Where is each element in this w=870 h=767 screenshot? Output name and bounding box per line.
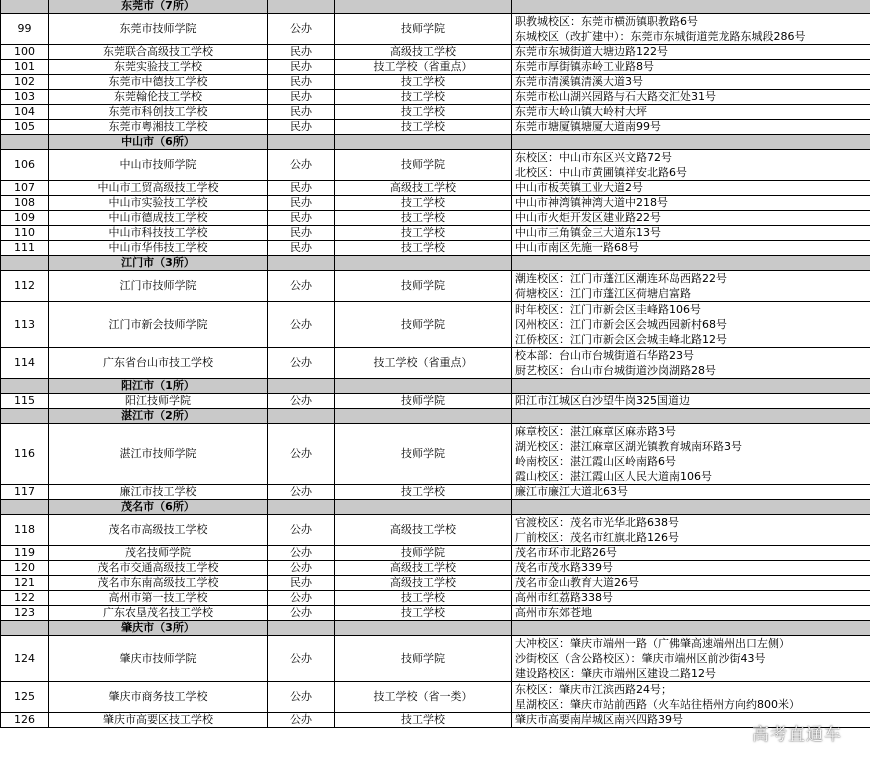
row-number: 116 <box>1 424 49 485</box>
address-cell <box>512 226 870 241</box>
table-row <box>1 424 870 485</box>
section-empty-cell <box>512 0 870 14</box>
table-row <box>1 90 870 105</box>
table-row <box>1 150 870 181</box>
section-header-row <box>1 409 870 424</box>
section-empty-cell <box>268 0 335 14</box>
table-row <box>1 241 870 256</box>
address-line: 茂名市环市北路26号 <box>515 546 617 559</box>
address-cell <box>512 150 870 181</box>
table-row <box>1 515 870 546</box>
address-line: 茂名市金山教育大道26号 <box>515 576 639 589</box>
address-line: 麻章校区：湛江麻章区麻赤路3号 <box>515 425 676 438</box>
table-row <box>1 636 870 682</box>
address-line: 东莞市大岭山镇大岭村大坪 <box>515 105 647 118</box>
school-level: 技师学院 <box>335 271 512 302</box>
ownership-type: 民办 <box>268 226 335 241</box>
school-level: 高级技工学校 <box>335 576 512 591</box>
section-header-row <box>1 135 870 150</box>
table-row <box>1 682 870 713</box>
school-name: 中山市德成技工学校 <box>49 211 268 226</box>
school-name: 中山市工贸高级技工学校 <box>49 181 268 196</box>
section-number-cell <box>1 621 49 636</box>
section-empty-cell <box>268 135 335 150</box>
address-cell <box>512 485 870 500</box>
school-level: 技师学院 <box>335 636 512 682</box>
section-number-cell <box>1 135 49 150</box>
ownership-type: 民办 <box>268 196 335 211</box>
section-empty-cell <box>268 500 335 515</box>
table-row <box>1 196 870 211</box>
ownership-type: 公办 <box>268 14 335 45</box>
address-cell <box>512 60 870 75</box>
address-line: 东莞市厚街镇赤岭工业路8号 <box>515 60 654 73</box>
address-cell <box>512 271 870 302</box>
school-name: 中山市技师学院 <box>49 150 268 181</box>
row-number: 122 <box>1 591 49 606</box>
address-line: 霞山校区：湛江霞山区人民大道南106号 <box>515 470 712 483</box>
table-row <box>1 60 870 75</box>
row-number: 119 <box>1 546 49 561</box>
row-number: 114 <box>1 348 49 379</box>
row-number: 105 <box>1 120 49 135</box>
section-empty-cell <box>335 409 512 424</box>
row-number: 124 <box>1 636 49 682</box>
table-row <box>1 348 870 379</box>
address-line: 东莞市东城街道大塘边路122号 <box>515 45 668 58</box>
ownership-type: 公办 <box>268 682 335 713</box>
table-row <box>1 211 870 226</box>
section-empty-cell <box>268 409 335 424</box>
ownership-type: 公办 <box>268 485 335 500</box>
school-name: 阳江技师学院 <box>49 394 268 409</box>
address-line: 肇庆市高要南岸城区南兴四路39号 <box>515 713 683 726</box>
ownership-type: 民办 <box>268 60 335 75</box>
school-level: 技师学院 <box>335 14 512 45</box>
address-cell <box>512 45 870 60</box>
table-row <box>1 75 870 90</box>
address-line: 北校区：中山市黄圃镇祥安北路6号 <box>515 166 687 179</box>
address-cell <box>512 348 870 379</box>
school-name: 东莞市科创技工学校 <box>49 105 268 120</box>
address-line: 大冲校区：肇庆市端州一路（广佛肇高速端州出口左侧） <box>515 637 790 650</box>
address-line: 中山市神湾镇神湾大道中218号 <box>515 196 668 209</box>
school-name: 中山市华伟技工学校 <box>49 241 268 256</box>
address-line: 东校区：肇庆市江滨西路24号； <box>515 683 672 696</box>
section-empty-cell <box>268 379 335 394</box>
school-level: 高级技工学校 <box>335 561 512 576</box>
ownership-type: 公办 <box>268 302 335 348</box>
address-cell <box>512 90 870 105</box>
row-number: 109 <box>1 211 49 226</box>
address-cell <box>512 636 870 682</box>
ownership-type: 公办 <box>268 515 335 546</box>
section-empty-cell <box>512 135 870 150</box>
address-line: 厂前校区：茂名市红旗北路126号 <box>515 531 679 544</box>
table-body <box>1 0 870 728</box>
table-row <box>1 181 870 196</box>
section-number-cell <box>1 256 49 271</box>
row-number: 113 <box>1 302 49 348</box>
table-row <box>1 45 870 60</box>
school-name: 东莞市技师学院 <box>49 14 268 45</box>
address-cell <box>512 105 870 120</box>
school-level: 技师学院 <box>335 424 512 485</box>
address-line: 廉江市廉江大道北63号 <box>515 485 628 498</box>
address-cell <box>512 576 870 591</box>
school-name: 广东省台山市技工学校 <box>49 348 268 379</box>
school-level: 技工学校 <box>335 485 512 500</box>
ownership-type: 民办 <box>268 45 335 60</box>
section-header-row <box>1 256 870 271</box>
school-level: 技工学校 <box>335 591 512 606</box>
address-cell <box>512 515 870 546</box>
section-header-row <box>1 379 870 394</box>
table-row <box>1 485 870 500</box>
address-cell <box>512 241 870 256</box>
school-level: 技工学校 <box>335 105 512 120</box>
address-cell <box>512 682 870 713</box>
address-cell <box>512 394 870 409</box>
row-number: 121 <box>1 576 49 591</box>
school-name: 东莞市粤湘技工学校 <box>49 120 268 135</box>
address-line: 东莞市塘厦镇塘厦大道南99号 <box>515 120 661 133</box>
section-empty-cell <box>335 379 512 394</box>
table-row <box>1 713 870 728</box>
address-line: 阳江市江城区白沙望牛岗325国道边 <box>515 394 690 407</box>
school-name: 江门市新会技师学院 <box>49 302 268 348</box>
table-row <box>1 546 870 561</box>
address-cell <box>512 120 870 135</box>
school-name: 肇庆市技师学院 <box>49 636 268 682</box>
ownership-type: 民办 <box>268 90 335 105</box>
section-number-cell <box>1 379 49 394</box>
address-line: 高州市东郊苍地 <box>515 606 592 619</box>
address-cell <box>512 424 870 485</box>
section-empty-cell <box>512 256 870 271</box>
school-level: 技师学院 <box>335 302 512 348</box>
address-line: 官渡校区：茂名市光华北路638号 <box>515 516 679 529</box>
section-title: 肇庆市（3所） <box>49 621 268 636</box>
row-number: 118 <box>1 515 49 546</box>
address-line: 厨艺校区：台山市台城街道沙岗湖路28号 <box>515 364 716 377</box>
school-name: 江门市技师学院 <box>49 271 268 302</box>
ownership-type: 民办 <box>268 75 335 90</box>
address-line: 时年校区：江门市新会区圭峰路106号 <box>515 303 701 316</box>
address-line: 东校区：中山市东区兴文路72号 <box>515 151 672 164</box>
school-level: 技工学校 <box>335 75 512 90</box>
school-level: 技工学校 <box>335 120 512 135</box>
table-row <box>1 271 870 302</box>
ownership-type: 公办 <box>268 271 335 302</box>
row-number: 106 <box>1 150 49 181</box>
ownership-type: 公办 <box>268 591 335 606</box>
address-cell <box>512 75 870 90</box>
table-row <box>1 561 870 576</box>
school-name: 广东农垦茂名技工学校 <box>49 606 268 621</box>
school-name: 茂名市交通高级技工学校 <box>49 561 268 576</box>
school-level: 技工学校 <box>335 241 512 256</box>
row-number: 123 <box>1 606 49 621</box>
table-row <box>1 302 870 348</box>
address-line: 职教城校区：东莞市横沥镇职教路6号 <box>515 15 698 28</box>
section-title: 江门市（3所） <box>49 256 268 271</box>
row-number: 112 <box>1 271 49 302</box>
ownership-type: 民办 <box>268 120 335 135</box>
section-header-row <box>1 621 870 636</box>
row-number: 125 <box>1 682 49 713</box>
table-row <box>1 120 870 135</box>
section-title: 东莞市（7所） <box>49 0 268 14</box>
row-number: 126 <box>1 713 49 728</box>
row-number: 110 <box>1 226 49 241</box>
section-header-row <box>1 0 870 14</box>
school-level: 技工学校 <box>335 713 512 728</box>
address-cell <box>512 591 870 606</box>
section-number-cell <box>1 409 49 424</box>
school-level: 技工学校 <box>335 606 512 621</box>
school-level: 技工学校 <box>335 226 512 241</box>
school-name: 东莞实验技工学校 <box>49 60 268 75</box>
school-name: 东莞翰伦技工学校 <box>49 90 268 105</box>
school-name: 东莞联合高级技工学校 <box>49 45 268 60</box>
section-title: 茂名市（6所） <box>49 500 268 515</box>
address-line: 荷塘校区：江门市蓬江区荷塘启富路 <box>515 287 691 300</box>
row-number: 103 <box>1 90 49 105</box>
address-line: 冈州校区：江门市新会区会城西园新村68号 <box>515 318 727 331</box>
section-empty-cell <box>512 500 870 515</box>
school-level: 技工学校 <box>335 211 512 226</box>
address-line: 岭南校区：湛江霞山区岭南路6号 <box>515 455 676 468</box>
section-empty-cell <box>512 409 870 424</box>
school-name: 廉江市技工学校 <box>49 485 268 500</box>
section-number-cell <box>1 500 49 515</box>
table-row <box>1 394 870 409</box>
address-line: 中山市火炬开发区建业路22号 <box>515 211 661 224</box>
address-cell <box>512 196 870 211</box>
section-empty-cell <box>335 256 512 271</box>
school-name: 肇庆市高要区技工学校 <box>49 713 268 728</box>
row-number: 120 <box>1 561 49 576</box>
school-level: 高级技工学校 <box>335 45 512 60</box>
ownership-type: 公办 <box>268 150 335 181</box>
section-empty-cell <box>335 500 512 515</box>
address-cell <box>512 561 870 576</box>
school-name: 肇庆市商务技工学校 <box>49 682 268 713</box>
row-number: 100 <box>1 45 49 60</box>
school-level: 技工学校（省重点） <box>335 348 512 379</box>
school-level: 技工学校 <box>335 90 512 105</box>
address-line: 中山市三角镇金三大道东13号 <box>515 226 661 239</box>
row-number: 101 <box>1 60 49 75</box>
row-number: 115 <box>1 394 49 409</box>
address-cell <box>512 302 870 348</box>
school-name: 中山市实验技工学校 <box>49 196 268 211</box>
ownership-type: 民办 <box>268 241 335 256</box>
table-row <box>1 105 870 120</box>
address-cell <box>512 606 870 621</box>
school-level: 高级技工学校 <box>335 181 512 196</box>
ownership-type: 民办 <box>268 576 335 591</box>
section-empty-cell <box>335 621 512 636</box>
address-line: 星湖校区：肇庆市站前西路（火车站往梧州方向约800米） <box>515 698 800 711</box>
address-cell <box>512 546 870 561</box>
school-name: 茂名市高级技工学校 <box>49 515 268 546</box>
address-line: 中山市南区先施一路68号 <box>515 241 639 254</box>
section-empty-cell <box>268 256 335 271</box>
address-line: 沙街校区（含公路校区）：肇庆市端州区前沙街43号 <box>515 652 766 665</box>
school-name: 东莞市中德技工学校 <box>49 75 268 90</box>
ownership-type: 民办 <box>268 211 335 226</box>
school-name: 高州市第一技工学校 <box>49 591 268 606</box>
section-title: 中山市（6所） <box>49 135 268 150</box>
address-line: 校本部：台山市台城街道石华路23号 <box>515 349 694 362</box>
ownership-type: 公办 <box>268 348 335 379</box>
watermark-text: 高考直通车 <box>752 725 842 745</box>
row-number: 102 <box>1 75 49 90</box>
address-line: 江侨校区：江门市新会区会城圭峰北路12号 <box>515 333 727 346</box>
ownership-type: 公办 <box>268 636 335 682</box>
school-level: 技工学校（省重点） <box>335 60 512 75</box>
address-cell <box>512 211 870 226</box>
school-level: 技工学校 <box>335 196 512 211</box>
address-cell <box>512 181 870 196</box>
section-empty-cell <box>268 621 335 636</box>
address-line: 高州市红荔路338号 <box>515 591 613 604</box>
school-name: 茂名市东南高级技工学校 <box>49 576 268 591</box>
row-number: 111 <box>1 241 49 256</box>
school-level: 技工学校（省一类） <box>335 682 512 713</box>
ownership-type: 民办 <box>268 181 335 196</box>
school-name: 湛江市技师学院 <box>49 424 268 485</box>
school-name: 中山市科技技工学校 <box>49 226 268 241</box>
section-header-row <box>1 500 870 515</box>
row-number: 104 <box>1 105 49 120</box>
ownership-type: 公办 <box>268 424 335 485</box>
ownership-type: 公办 <box>268 713 335 728</box>
ownership-type: 民办 <box>268 105 335 120</box>
row-number: 117 <box>1 485 49 500</box>
address-line: 建设路校区：肇庆市端州区建设二路12号 <box>515 667 716 680</box>
table-row <box>1 14 870 45</box>
table-row <box>1 591 870 606</box>
address-line: 茂名市茂水路339号 <box>515 561 613 574</box>
address-line: 东莞市松山湖兴园路与石大路交汇处31号 <box>515 90 716 103</box>
section-empty-cell <box>512 621 870 636</box>
school-level: 技师学院 <box>335 150 512 181</box>
section-number-cell <box>1 0 49 14</box>
row-number: 99 <box>1 14 49 45</box>
row-number: 108 <box>1 196 49 211</box>
section-empty-cell <box>335 135 512 150</box>
address-line: 东城校区（改扩建中）：东莞市东城街道莞龙路东城段286号 <box>515 30 806 43</box>
row-number: 107 <box>1 181 49 196</box>
address-line: 潮连校区：江门市蓬江区潮连环岛西路22号 <box>515 272 727 285</box>
ownership-type: 公办 <box>268 546 335 561</box>
section-title: 阳江市（1所） <box>49 379 268 394</box>
school-name: 茂名技师学院 <box>49 546 268 561</box>
address-line: 中山市板芙镇工业大道2号 <box>515 181 643 194</box>
table-row <box>1 606 870 621</box>
school-level: 高级技工学校 <box>335 515 512 546</box>
table-row <box>1 576 870 591</box>
section-empty-cell <box>512 379 870 394</box>
ownership-type: 公办 <box>268 561 335 576</box>
section-title: 湛江市（2所） <box>49 409 268 424</box>
ownership-type: 公办 <box>268 606 335 621</box>
address-line: 湖光校区：湛江麻章区湖光镇教育城南环路3号 <box>515 440 742 453</box>
section-empty-cell <box>335 0 512 14</box>
table-row <box>1 226 870 241</box>
address-cell <box>512 14 870 45</box>
ownership-type: 公办 <box>268 394 335 409</box>
school-level: 技师学院 <box>335 394 512 409</box>
address-line: 东莞市清溪镇清溪大道3号 <box>515 75 643 88</box>
school-level: 技师学院 <box>335 546 512 561</box>
